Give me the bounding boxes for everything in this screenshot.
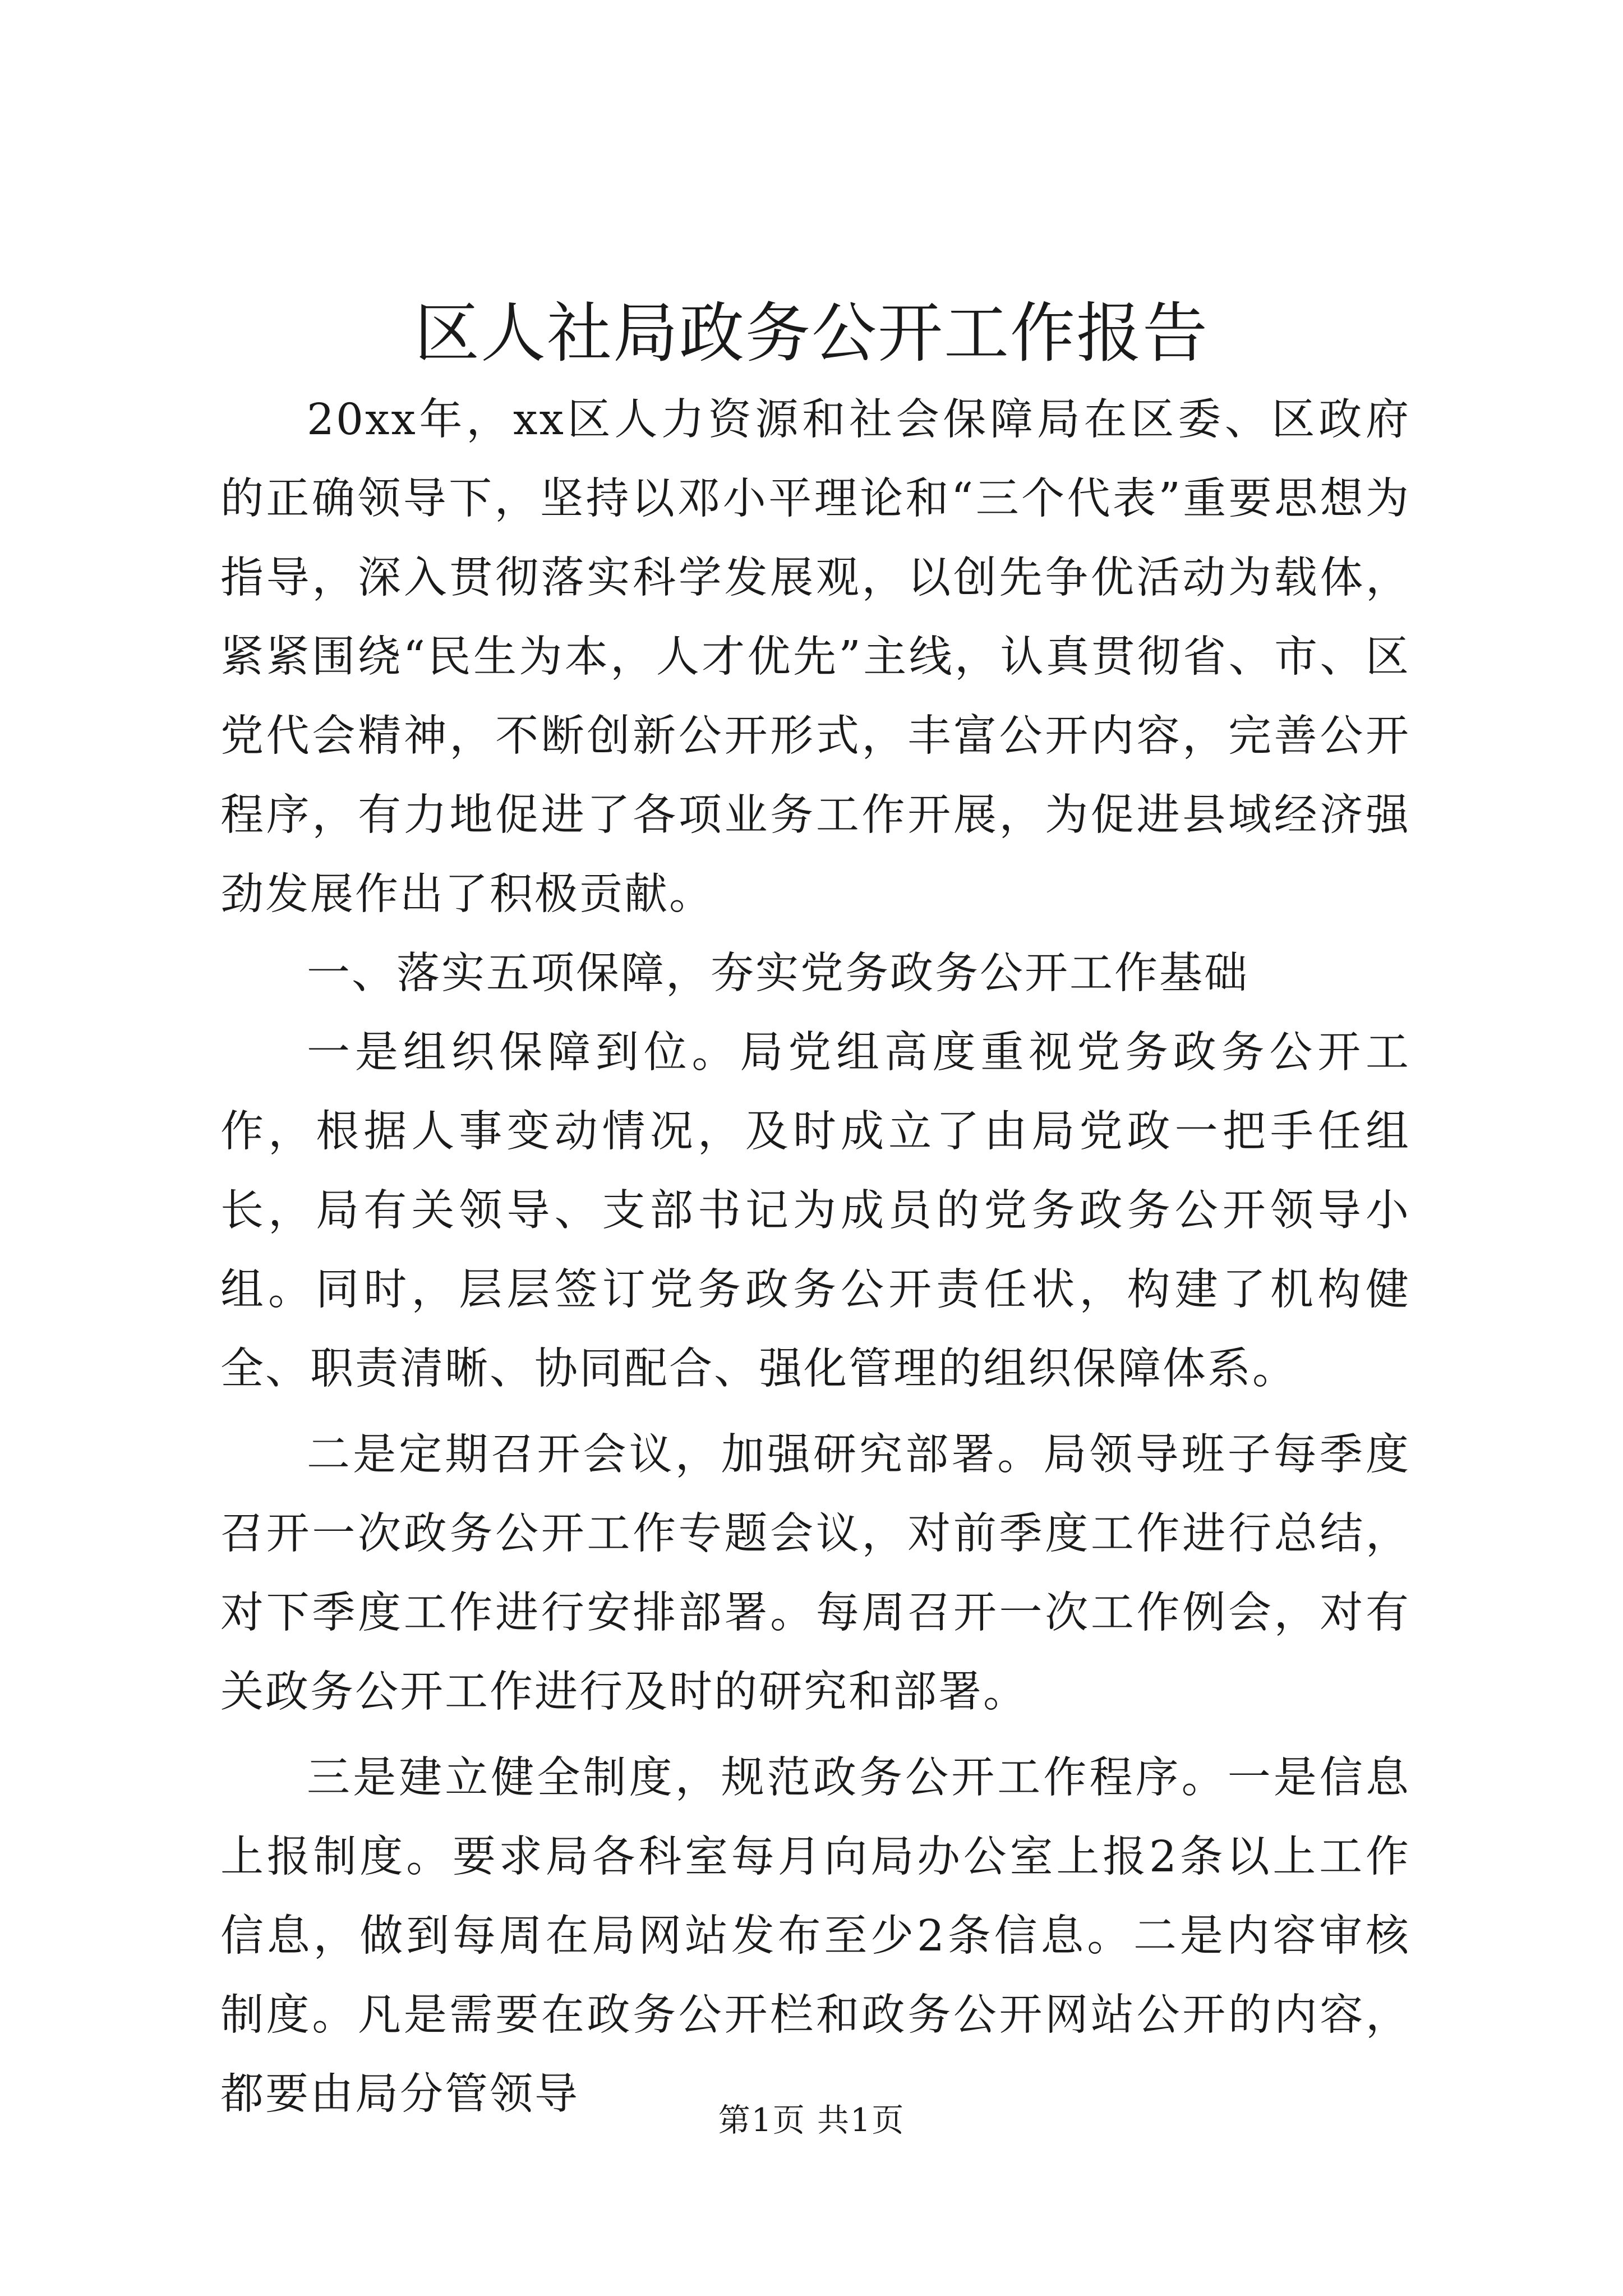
document-title: 区人社局政务公开工作报告 [414, 296, 1209, 371]
page-footer: 第1页 共1页 [718, 2102, 905, 2139]
paragraph-systems: 三是建立健全制度，规范政务公开工作程序。一是信息上报制度。要求局各科室每月向局办公室上报2条以上工作信息，做到每周在局网站发布至少2条信息。二是内容审核制度。凡是需要在政务公开栏和政务公开网站公开的内容，都要由局分管领导 [220, 1753, 1410, 2119]
paragraph-meetings: 二是定期召开会议，加强研究部署。局领导班子每季度召开一次政务公开工作专题会议，对前季度工作进行总结，对下季度工作进行安排部署。每周召开一次工作例会，对有关政务公开工作进行及时的研究和部署。 [220, 1430, 1410, 1717]
paragraph-intro: 20xx年，xx区人力资源和社会保障局在区委、区政府的正确领导下，坚持以邓小平理论和“三个代表”重要思想为指导，深入贯彻落实科学发展观，以创先争优活动为载体，紧紧围绕“民生为本，人才优先”主线，认真贯彻省、市、区党代会精神，不断创新公开形式，丰富公开内容，完善公开程序，有力地促进了各项业务工作开展，为促进县域经济强劲发展作出了积极贡献。 [220, 395, 1410, 919]
section-heading-1: 一、落实五项保障，夯实党务政务公开工作基础 [307, 949, 1249, 999]
paragraph-organization: 一是组织保障到位。局党组高度重视党务政务公开工作，根据人事变动情况，及时成立了由局党政一把手任组长，局有关领导、支部书记为成员的党务政务公开领导小组。同时，层层签订党务政务公开责任状，构建了机构健全、职责清晰、协同配合、强化管理的组织保障体系。 [220, 1028, 1410, 1394]
document-body [220, 380, 1410, 2134]
